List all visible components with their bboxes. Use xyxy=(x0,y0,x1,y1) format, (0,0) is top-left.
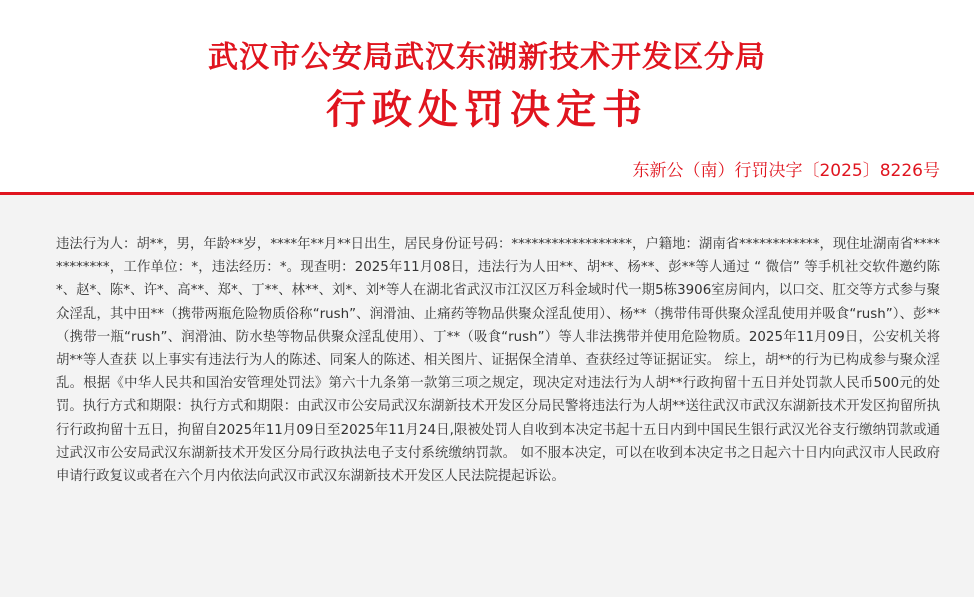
document-number: 东新公（南）行罚决字〔2025〕8226号 xyxy=(632,161,940,181)
document-body xyxy=(0,195,974,597)
issuing-authority-title: 武汉市公安局武汉东湖新技术开发区分局 xyxy=(208,40,766,75)
document-header xyxy=(0,0,974,197)
decision-body-text: 违法行为人：胡**，男，年龄**岁，****年**月**日出生，居民身份证号码：******************，户籍地：湖南省************，现住址湖南省************，工作单位：*，违法经历：*。现查明：2025年11月08日，违法行为人田**、胡**、杨**、彭**等人通过 “ 微信” 等手机社交软件邀约陈*、赵*、陈*、许*、高**、郑*、丁**、林**、刘*、刘*等人在湖北省武汉市江汉区万科金域时代一期5栋3906室房间内，以口交、肛交等方式参与聚众淫乱，其中田**（携带两瓶危险物质俗称“rush”、润滑油、止痛药等物品供聚众淫乱使用）、杨**（携带伟哥供聚众淫乱使用并吸食“rush”）、彭**（携带一瓶“rush”、润滑油、防水垫等物品供聚众淫乱使用）、丁**（吸食“rush”）等人非法携带并使用危险物质。2025年11月09日，公安机关将胡**等人查获 以上事实有违法行为人的陈述、同案人的陈述、相关图片、证据保全清单、查获经过等证据证实。 综上，胡**的行为已构成参与聚众淫乱。根据《中华人民共和国治安管理处罚法》第六十九条第一款第三项之规定，现决定对违法行为人胡**行政拘留十五日并处罚款人民币500元的处罚。执行方式和期限：执行方式和期限：由武汉市公安局武汉东湖新技术开发区分局民警将违法行为人胡**送往武汉市武汉东湖新技术开发区拘留所执行行政拘留十五日，拘留自2025年11月09日至2025年11月24日,限被处罚人自收到本决定书起十五日内到中国民生银行武汉光谷支行缴纳罚款或通过武汉市公安局武汉东湖新技术开发区分局行政执法电子支付系统缴纳罚款。 如不服本决定，可以在收到本决定书之日起六十日内向武汉市人民政府申请行政复议或者在六个月内依法向武汉市武汉东湖新技术开发区人民法院提起诉讼。 xyxy=(56,237,940,485)
document-title: 行政处罚决定书 xyxy=(326,87,648,133)
